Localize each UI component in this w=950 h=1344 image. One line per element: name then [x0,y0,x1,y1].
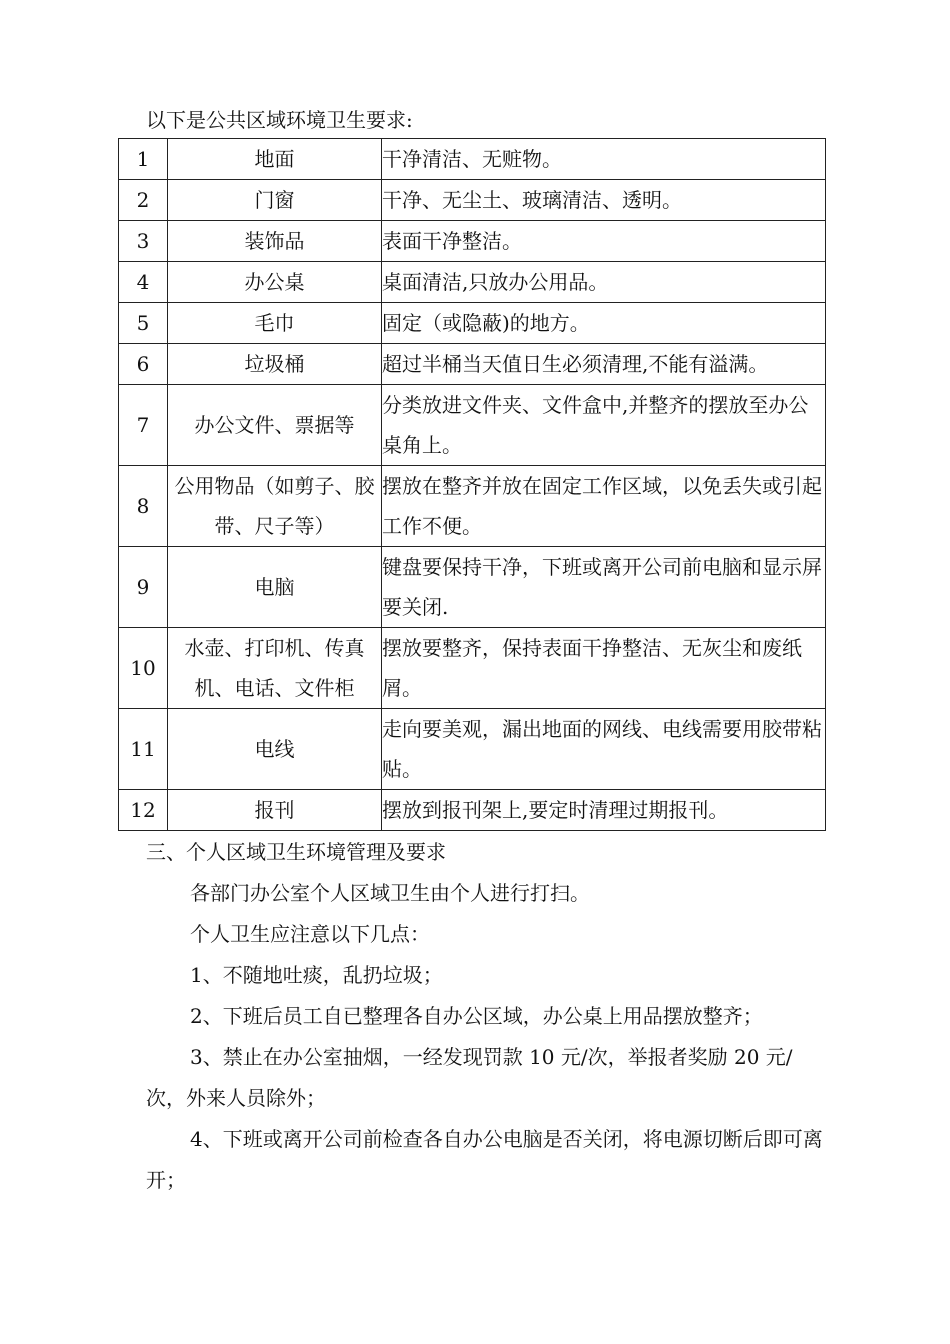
table-row [119,628,826,709]
list-item: 2、下班后员工自已整理各自办公区域，办公桌上用品摆放整齐； [190,1004,763,1028]
row-item: 电线 [168,709,382,790]
table-row [119,344,826,385]
row-requirement: 分类放进文件夹、文件盒中,并整齐的摆放至办公桌角上。 [382,385,826,466]
row-number: 1 [119,139,168,180]
row-requirement: 表面干净整洁。 [382,221,826,262]
paragraph: 各部门办公室个人区域卫生由个人进行打扫。 [190,881,590,905]
row-requirement: 走向要美观，漏出地面的网线、电线需要用胶带粘贴。 [382,709,826,790]
row-requirement: 固定（或隐蔽)的地方。 [382,303,826,344]
row-item: 水壶、打印机、传真机、电话、文件柜 [168,628,382,709]
row-requirement: 键盘要保持干净，下班或离开公司前电脑和显示屏要关闭. [382,547,826,628]
row-number: 8 [119,466,168,547]
row-item: 装饰品 [168,221,382,262]
paragraph: 个人卫生应注意以下几点： [190,922,430,946]
row-item: 公用物品（如剪子、胶带、尺子等） [168,466,382,547]
row-number: 10 [119,628,168,709]
row-number: 5 [119,303,168,344]
row-number: 11 [119,709,168,790]
table-row [119,385,826,466]
row-item: 报刊 [168,790,382,831]
table-row [119,221,826,262]
row-item: 门窗 [168,180,382,221]
intro-text: 以下是公共区域环境卫生要求: [146,108,413,132]
row-number: 6 [119,344,168,385]
table-row [119,180,826,221]
list-item: 1、不随地吐痰，乱扔垃圾； [190,963,443,987]
row-item: 电脑 [168,547,382,628]
table-row [119,709,826,790]
list-item: 4、下班或离开公司前检查各自办公电脑是否关闭，将电源切断后即可离开； [146,1127,823,1192]
row-item: 办公文件、票据等 [168,385,382,466]
row-item: 地面 [168,139,382,180]
row-number: 12 [119,790,168,831]
list-item: 3、禁止在办公室抽烟，一经发现罚款 10 元/次，举报者奖励 20 元/次，外来人员除外； [146,1045,793,1110]
table-row [119,547,826,628]
table-row [119,790,826,831]
row-requirement: 干净清洁、无赃物。 [382,139,826,180]
table-row [119,303,826,344]
table-row [119,466,826,547]
row-requirement: 桌面清洁,只放办公用品。 [382,262,826,303]
row-number: 7 [119,385,168,466]
table-row [119,139,826,180]
row-item: 办公桌 [168,262,382,303]
row-requirement: 摆放到报刊架上,要定时清理过期报刊。 [382,790,826,831]
row-requirement: 摆放要整齐，保持表面干挣整洁、无灰尘和废纸屑。 [382,628,826,709]
row-requirement: 摆放在整齐并放在固定工作区域，以免丢失或引起工作不便。 [382,466,826,547]
row-item: 垃圾桶 [168,344,382,385]
row-requirement: 干净、无尘土、玻璃清洁、透明。 [382,180,826,221]
hygiene-requirements-table [118,138,826,831]
row-number: 9 [119,547,168,628]
row-number: 3 [119,221,168,262]
personal-area-section [146,832,826,1201]
row-number: 2 [119,180,168,221]
table-row [119,262,826,303]
row-requirement: 超过半桶当天值日生必须清理,不能有溢满。 [382,344,826,385]
section-heading: 三、个人区域卫生环境管理及要求 [146,840,446,864]
row-number: 4 [119,262,168,303]
row-item: 毛巾 [168,303,382,344]
